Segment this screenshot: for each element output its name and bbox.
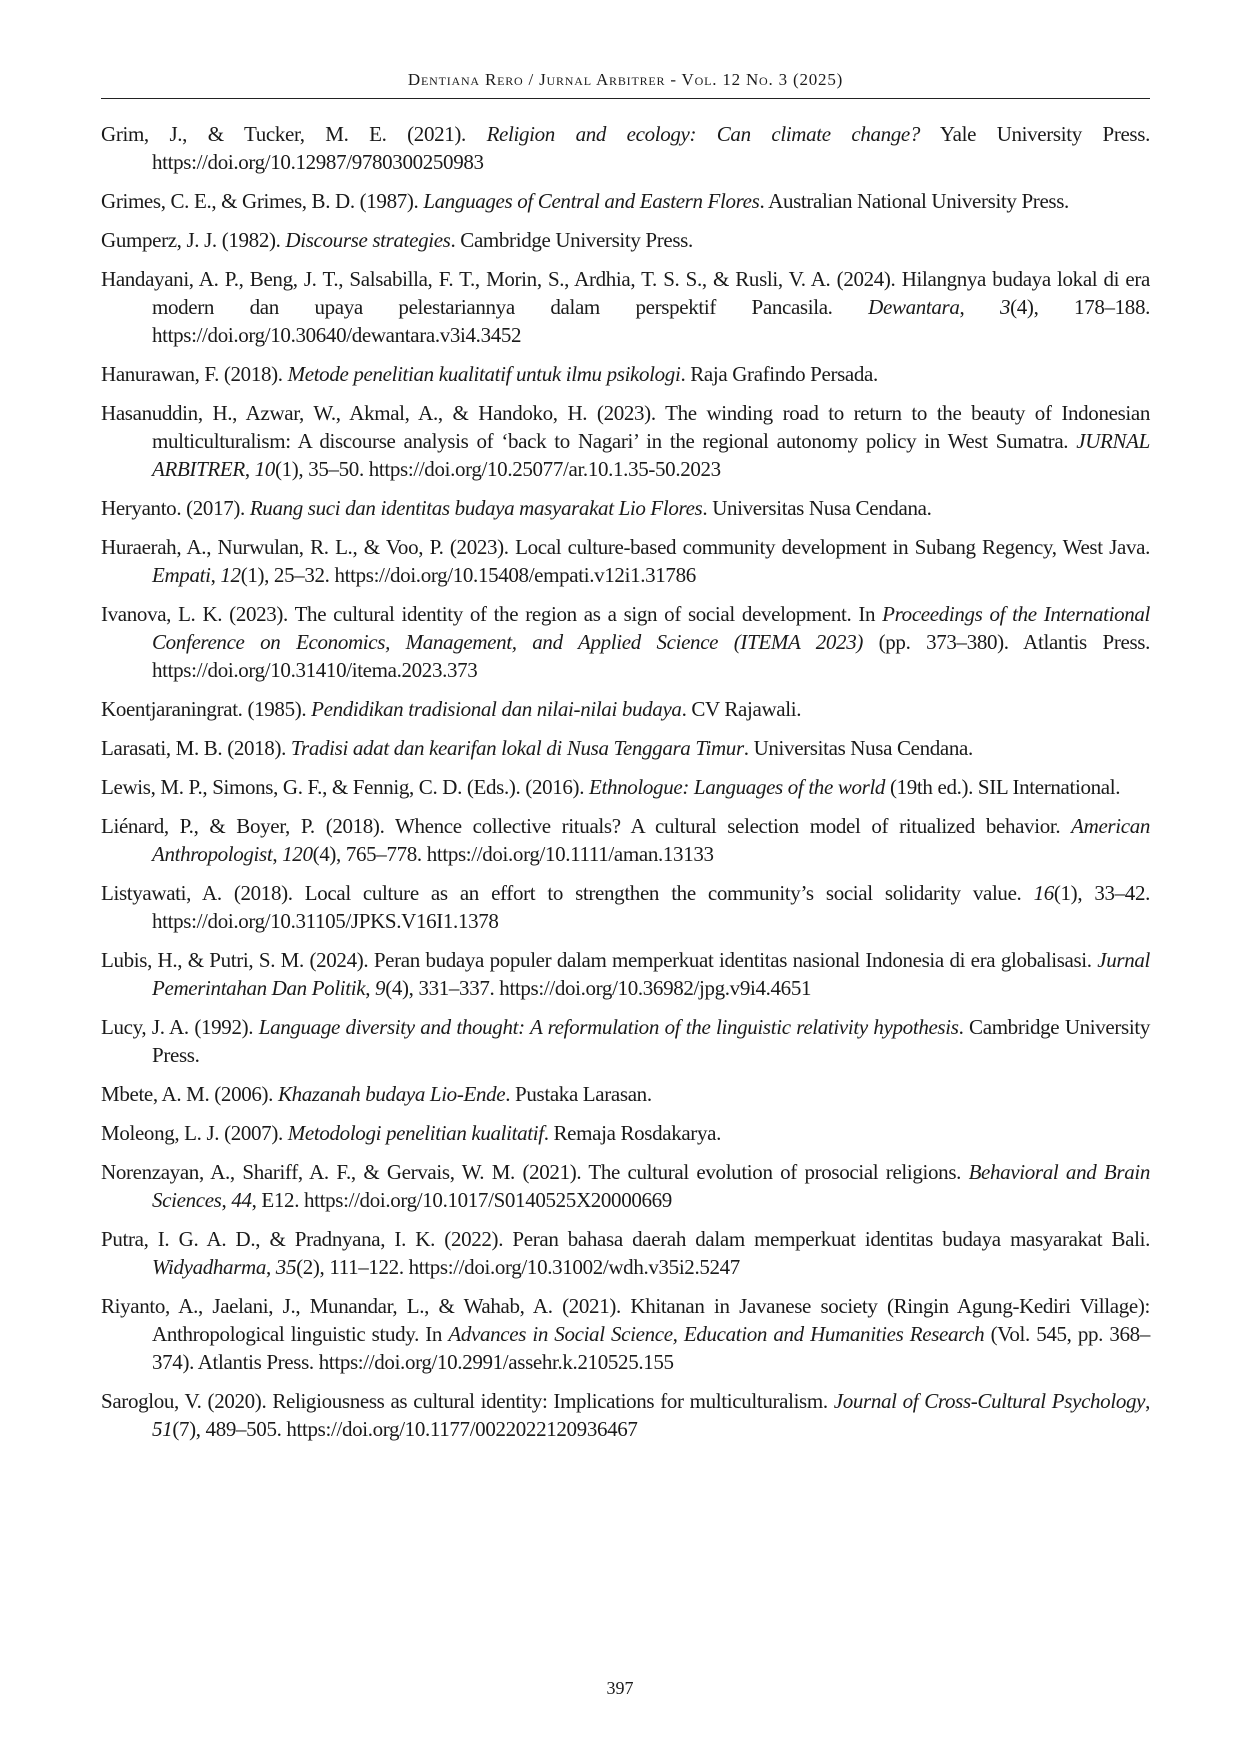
reference-entry bbox=[101, 1119, 1150, 1147]
reference-text: Putra, I. G. A. D., & Pradnyana, I. K. (2022). Peran bahasa daerah dalam memperkuat identitas budaya masyarakat Bali. bbox=[101, 1227, 1150, 1251]
reference-entry bbox=[101, 1013, 1150, 1069]
reference-entry bbox=[101, 1225, 1150, 1281]
reference-text: , bbox=[1145, 1389, 1150, 1413]
running-head: Dentiana Rero / Jurnal Arbitrer - Vol. 12 No. 3 (2025) bbox=[407, 70, 844, 89]
reference-text: Saroglou, V. (2020). Religiousness as cultural identity: Implications for multiculturalism. bbox=[101, 1389, 834, 1413]
reference-text: Liénard, P., & Boyer, P. (2018). Whence collective rituals? A cultural selection model of ritualized behavior. bbox=[101, 814, 1072, 838]
reference-text: (1), 35–50. https://doi.org/10.25077/ar.10.1.35-50.2023 bbox=[274, 457, 721, 481]
reference-title-italic: JURNAL ARBITRER bbox=[152, 429, 1150, 481]
reference-text: , bbox=[365, 976, 376, 1000]
reference-title-italic: 35 bbox=[275, 1255, 297, 1279]
reference-title-italic: Language diversity and thought: A reformulation of the linguistic relativity hypothesis bbox=[258, 1015, 959, 1039]
reference-title-italic: Jurnal Pemerintahan Dan Politik bbox=[152, 948, 1150, 1000]
reference-text: , bbox=[265, 1255, 276, 1279]
reference-text: Listyawati, A. (2018). Local culture as an effort to strengthen the community’s social solidarity value. bbox=[101, 881, 1034, 905]
reference-text: Handayani, A. P., Beng, J. T., Salsabilla, F. T., Morin, S., Ardhia, T. S. S., & Rusli, V. A. (2024). Hilangnya budaya lokal di era modern dan upaya pelestariannya dalam perspektif Pancasila. bbox=[101, 267, 1150, 319]
reference-text: Heryanto. (2017). bbox=[101, 496, 250, 520]
reference-entry bbox=[101, 1080, 1150, 1108]
reference-text: (4), 765–778. https://doi.org/10.1111/aman.13133 bbox=[312, 842, 714, 866]
reference-title-italic: 16 bbox=[1033, 881, 1054, 905]
reference-text: (Vol. 545, pp. 368–374). Atlantis Press. https://doi.org/10.2991/assehr.k.210525.155 bbox=[152, 1322, 1150, 1374]
reference-entry bbox=[101, 226, 1150, 254]
reference-title-italic: 51 bbox=[152, 1417, 173, 1441]
reference-text: Hanurawan, F. (2018). bbox=[101, 362, 288, 386]
reference-title-italic: Metodologi penelitian kualitatif bbox=[287, 1121, 544, 1145]
reference-title-italic: Khazanah budaya Lio-Ende bbox=[277, 1082, 506, 1106]
reference-entry bbox=[101, 879, 1150, 935]
reference-entry bbox=[101, 946, 1150, 1002]
reference-entry bbox=[101, 187, 1150, 215]
reference-text: (19th ed.). SIL International. bbox=[885, 775, 1121, 799]
reference-entry bbox=[101, 773, 1150, 801]
reference-title-italic: Religion and ecology: Can climate change? bbox=[486, 122, 921, 146]
reference-text: . Raja Grafindo Persada. bbox=[680, 362, 878, 386]
reference-title-italic: Discourse strategies bbox=[285, 228, 451, 252]
reference-title-italic: Pendidikan tradisional dan nilai-nilai budaya bbox=[311, 697, 682, 721]
reference-text: . Universitas Nusa Cendana. bbox=[702, 496, 932, 520]
reference-entry bbox=[101, 265, 1150, 349]
reference-text: (1), 33–42. https://doi.org/10.31105/JPKS.V16I1.1378 bbox=[152, 881, 1150, 933]
reference-text: Moleong, L. J. (2007). bbox=[101, 1121, 288, 1145]
reference-text: (7), 489–505. https://doi.org/10.1177/0022022120936467 bbox=[172, 1417, 638, 1441]
reference-title-italic: Tradisi adat dan kearifan lokal di Nusa Tenggara Timur bbox=[290, 736, 744, 760]
reference-text: (pp. 373–380). Atlantis Press. https://doi.org/10.31410/itema.2023.373 bbox=[152, 630, 1150, 682]
reference-text: , bbox=[221, 1188, 232, 1212]
reference-text: (4), 331–337. https://doi.org/10.36982/jpg.v9i4.4651 bbox=[385, 976, 812, 1000]
reference-text: , E12. https://doi.org/10.1017/S0140525X20000669 bbox=[251, 1188, 672, 1212]
reference-text: Lucy, J. A. (1992). bbox=[101, 1015, 259, 1039]
reference-title-italic: 3 bbox=[999, 295, 1011, 319]
reference-text: . Cambridge University Press. bbox=[450, 228, 693, 252]
reference-title-italic: Empati bbox=[152, 563, 211, 587]
reference-text: Norenzayan, A., Shariff, A. F., & Gervais, W. M. (2021). The cultural evolution of prosocial religions. bbox=[101, 1160, 969, 1184]
reference-entry bbox=[101, 734, 1150, 762]
reference-text: , bbox=[210, 563, 221, 587]
reference-text: Yale University Press. https://doi.org/10.12987/9780300250983 bbox=[152, 122, 1150, 174]
reference-text: Huraerah, A., Nurwulan, R. L., & Voo, P. (2023). Local culture-based community development in Subang Regency, West Java. bbox=[101, 535, 1150, 559]
reference-entry bbox=[101, 812, 1150, 868]
reference-text: . CV Rajawali. bbox=[681, 697, 802, 721]
page-number: 397 bbox=[606, 1678, 634, 1698]
reference-title-italic: Metode penelitian kualitatif untuk ilmu psikologi bbox=[287, 362, 681, 386]
reference-title-italic: American Anthropologist bbox=[152, 814, 1150, 866]
reference-list bbox=[101, 120, 1150, 1454]
reference-text: . Cambridge University Press. bbox=[152, 1015, 1150, 1067]
reference-text: . Pustaka Larasan. bbox=[505, 1082, 652, 1106]
reference-entry bbox=[101, 1292, 1150, 1376]
reference-title-italic: Proceedings of the International Conference on Economics, Management, and Applied Science (ITEMA 2023) bbox=[152, 602, 1151, 654]
reference-entry bbox=[101, 695, 1150, 723]
reference-text: Larasati, M. B. (2018). bbox=[101, 736, 291, 760]
reference-text: Hasanuddin, H., Azwar, W., Akmal, A., & Handoko, H. (2023). The winding road to return to the beauty of Indonesian multiculturalism: A discourse analysis of ‘back to Nagari’ in the regional autonomy policy in West Sumatra. bbox=[101, 401, 1150, 453]
reference-title-italic: Journal of Cross-Cultural Psychology bbox=[833, 1389, 1146, 1413]
reference-title-italic: Ethnologue: Languages of the world bbox=[589, 775, 886, 799]
reference-text: Grim, J., & Tucker, M. E. (2021). bbox=[101, 122, 487, 146]
reference-title-italic: Behavioral and Brain Sciences bbox=[152, 1160, 1150, 1212]
reference-title-italic: Ruang suci dan identitas budaya masyarakat Lio Flores bbox=[249, 496, 703, 520]
reference-text: (4), 178–188. https://doi.org/10.30640/dewantara.v3i4.3452 bbox=[152, 295, 1150, 347]
reference-text: . Remaja Rosdakarya. bbox=[543, 1121, 721, 1145]
reference-text: Riyanto, A., Jaelani, J., Munandar, L., & Wahab, A. (2021). Khitanan in Javanese society (Ringin Agung-Kediri Village): Anthropological linguistic study. In bbox=[101, 1294, 1150, 1346]
reference-entry bbox=[101, 600, 1150, 684]
reference-title-italic: 10 bbox=[254, 457, 275, 481]
reference-text: Grimes, C. E., & Grimes, B. D. (1987). bbox=[101, 189, 424, 213]
header-rule bbox=[101, 98, 1150, 99]
reference-text: Koentjaraningrat. (1985). bbox=[101, 697, 312, 721]
reference-title-italic: 9 bbox=[375, 976, 386, 1000]
reference-entry bbox=[101, 399, 1150, 483]
reference-text: . Universitas Nusa Cendana. bbox=[743, 736, 973, 760]
reference-entry bbox=[101, 1387, 1150, 1443]
reference-title-italic: 44 bbox=[231, 1188, 252, 1212]
reference-title-italic: Dewantara bbox=[868, 295, 960, 319]
reference-title-italic: 12 bbox=[220, 563, 241, 587]
reference-text: Lubis, H., & Putri, S. M. (2024). Peran budaya populer dalam memperkuat identitas nasional Indonesia di era globalisasi. bbox=[101, 948, 1098, 972]
reference-text: Ivanova, L. K. (2023). The cultural identity of the region as a sign of social development. In bbox=[101, 602, 883, 626]
reference-text: (2), 111–122. https://doi.org/10.31002/wdh.v35i2.5247 bbox=[296, 1255, 740, 1279]
reference-entry bbox=[101, 120, 1150, 176]
reference-text: , bbox=[272, 842, 283, 866]
reference-entry bbox=[101, 533, 1150, 589]
reference-text: , bbox=[959, 295, 1000, 319]
reference-text: (1), 25–32. https://doi.org/10.15408/empati.v12i1.31786 bbox=[240, 563, 696, 587]
reference-title-italic: Advances in Social Science, Education and Humanities Research bbox=[448, 1322, 985, 1346]
reference-entry bbox=[101, 1158, 1150, 1214]
reference-entry bbox=[101, 360, 1150, 388]
reference-title-italic: Languages of Central and Eastern Flores bbox=[423, 189, 760, 213]
reference-text: Lewis, M. P., Simons, G. F., & Fennig, C. D. (Eds.). (2016). bbox=[101, 775, 589, 799]
reference-title-italic: Widyadharma bbox=[152, 1255, 266, 1279]
reference-text: Gumperz, J. J. (1982). bbox=[101, 228, 286, 252]
reference-text: . Australian National University Press. bbox=[759, 189, 1069, 213]
reference-entry bbox=[101, 494, 1150, 522]
reference-text: , bbox=[244, 457, 255, 481]
reference-title-italic: 120 bbox=[282, 842, 313, 866]
reference-text: Mbete, A. M. (2006). bbox=[101, 1082, 278, 1106]
